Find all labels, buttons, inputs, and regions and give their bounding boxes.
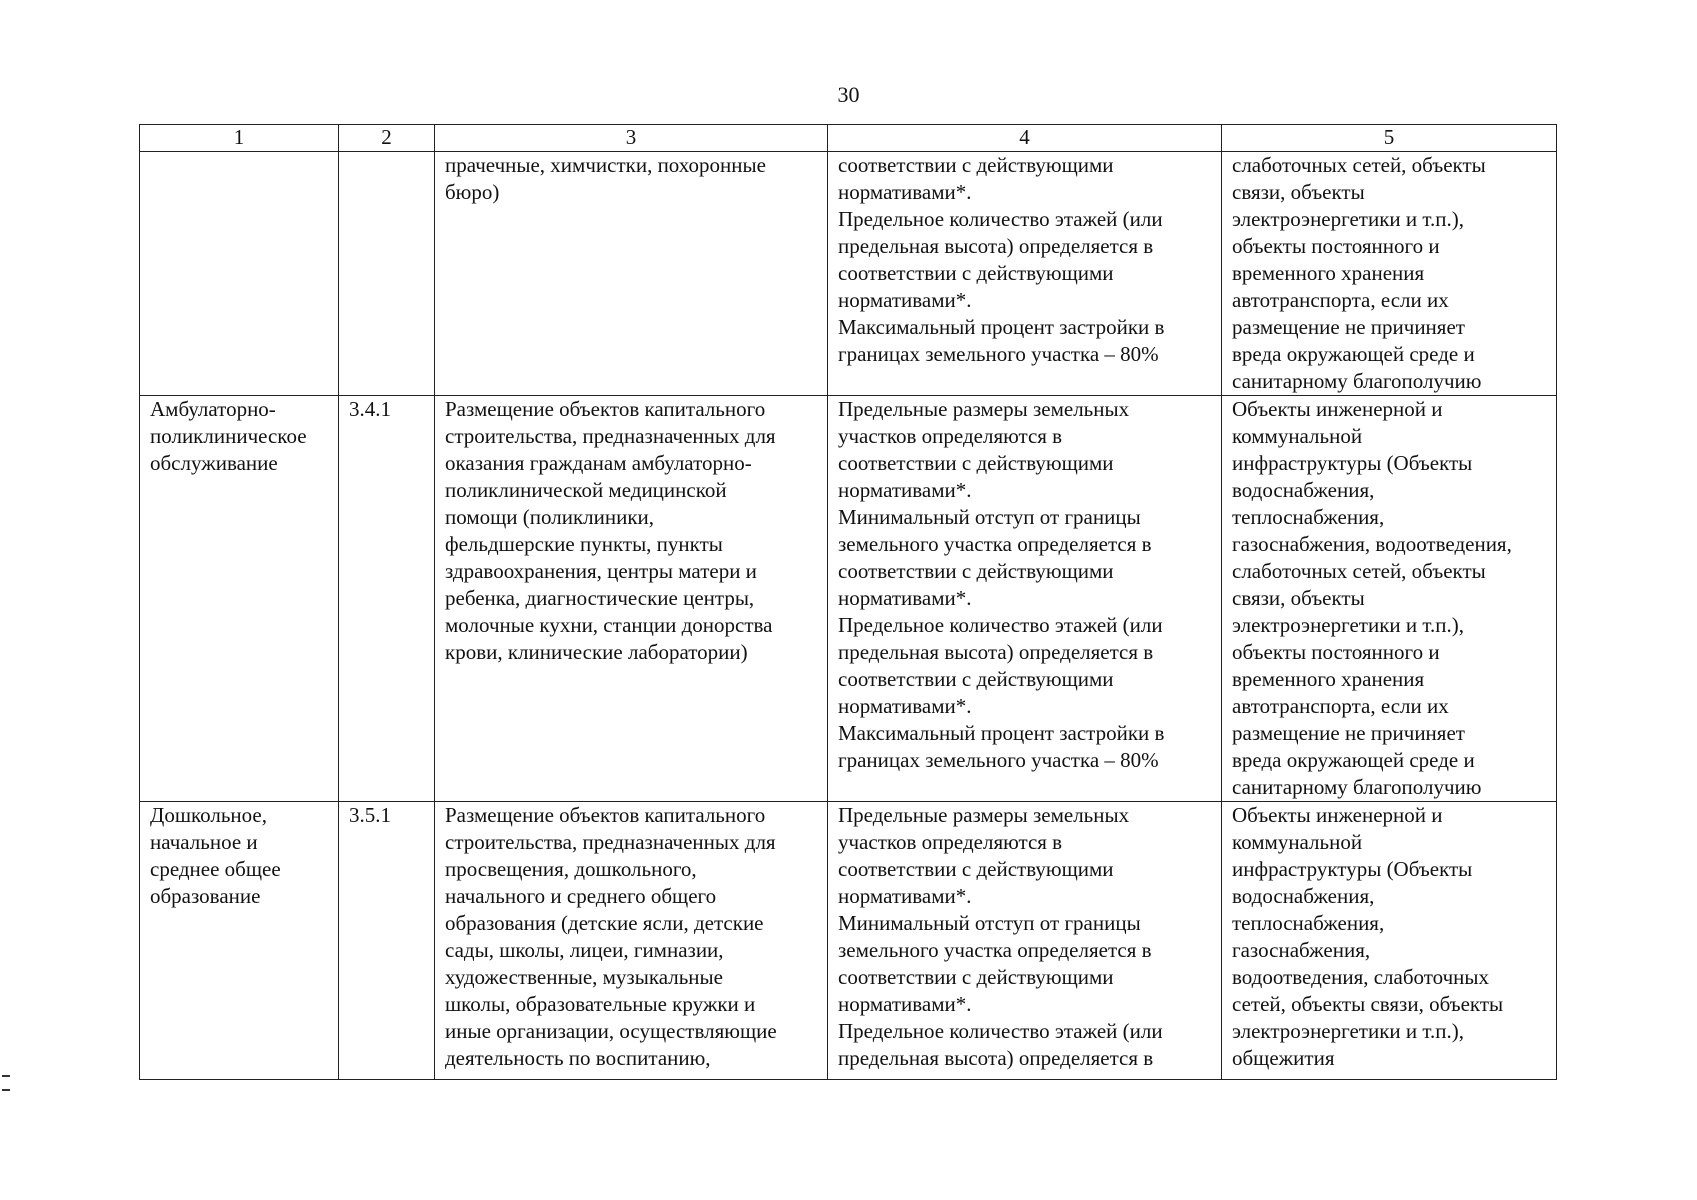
page-number: 30 xyxy=(837,82,860,107)
auxiliary-uses-cell: Объекты инженерной и коммунальной инфраструктуры (Объекты водоснабжения, теплоснабжения, газоснабжения, водоотведения, слаботочных сетей, объекты связи, объекты электроэнергетики и т.п.), общежития xyxy=(1222,802,1557,1080)
description-cell: Размещение объектов капитального строительства, предназначенных для просвещения, дошкольного, начального и среднего общего образования (детские ясли, детские сады, школы, лицеи, гимназии, художественные, музыкальные школы, образовательные кружки и иные организации, осуществляющие деятельность по воспитанию, xyxy=(435,802,828,1080)
column-header: 4 xyxy=(828,125,1222,152)
table-row xyxy=(140,802,1557,1080)
code-cell: 3.4.1 xyxy=(339,396,435,802)
description-cell: Размещение объектов капитального строительства, предназначенных для оказания гражданам амбулаторно- поликлинической медицинской помощи (поликлиники, фельдшерские пункты, пункты здравоохранения, центры матери и ребенка, диагностические центры, молочные кухни, станции донорства крови, клинические лаборатории) xyxy=(435,396,828,802)
column-header: 3 xyxy=(435,125,828,152)
land-use-type-cell: Амбулаторно- поликлиническое обслуживание xyxy=(140,396,339,802)
table-header-row xyxy=(140,125,1557,152)
table-row xyxy=(140,396,1557,802)
column-header: 1 xyxy=(140,125,339,152)
auxiliary-uses-cell: Объекты инженерной и коммунальной инфраструктуры (Объекты водоснабжения, теплоснабжения, газоснабжения, водоотведения, слаботочных сетей, объекты связи, объекты электроэнергетики и т.п.), объекты постоянного и временного хранения автотранспорта, если их размещение не причиняет вреда окружающей среде и санитарному благополучию xyxy=(1222,396,1557,802)
scan-artifact-mark xyxy=(2,1075,10,1091)
land-use-table xyxy=(139,124,1557,1080)
code-cell: 3.5.1 xyxy=(339,802,435,1080)
column-header: 2 xyxy=(339,125,435,152)
auxiliary-uses-cell: слаботочных сетей, объекты связи, объекты электроэнергетики и т.п.), объекты постоянного и временного хранения автотранспорта, если их размещение не причиняет вреда окружающей среде и санитарному благополучию xyxy=(1222,152,1557,396)
parameters-cell: Предельные размеры земельных участков определяются в соответствии с действующими нормативами*. Минимальный отступ от границы земельного участка определяется в соответствии с действующими нормативами*. Предельное количество этажей (или предельная высота) определяется в xyxy=(828,802,1222,1080)
land-use-type-cell xyxy=(140,152,339,396)
table-row xyxy=(140,152,1557,396)
land-use-type-cell: Дошкольное, начальное и среднее общее образование xyxy=(140,802,339,1080)
description-cell: прачечные, химчистки, похоронные бюро) xyxy=(435,152,828,396)
parameters-cell: соответствии с действующими нормативами*. Предельное количество этажей (или предельная высота) определяется в соответствии с действующими нормативами*. Максимальный процент застройки в границах земельного участка – 80% xyxy=(828,152,1222,396)
code-cell xyxy=(339,152,435,396)
parameters-cell: Предельные размеры земельных участков определяются в соответствии с действующими нормативами*. Минимальный отступ от границы земельного участка определяется в соответствии с действующими нормативами*. Предельное количество этажей (или предельная высота) определяется в соответствии с действующими нормативами*. Максимальный процент застройки в границах земельного участка – 80% xyxy=(828,396,1222,802)
column-header: 5 xyxy=(1222,125,1557,152)
